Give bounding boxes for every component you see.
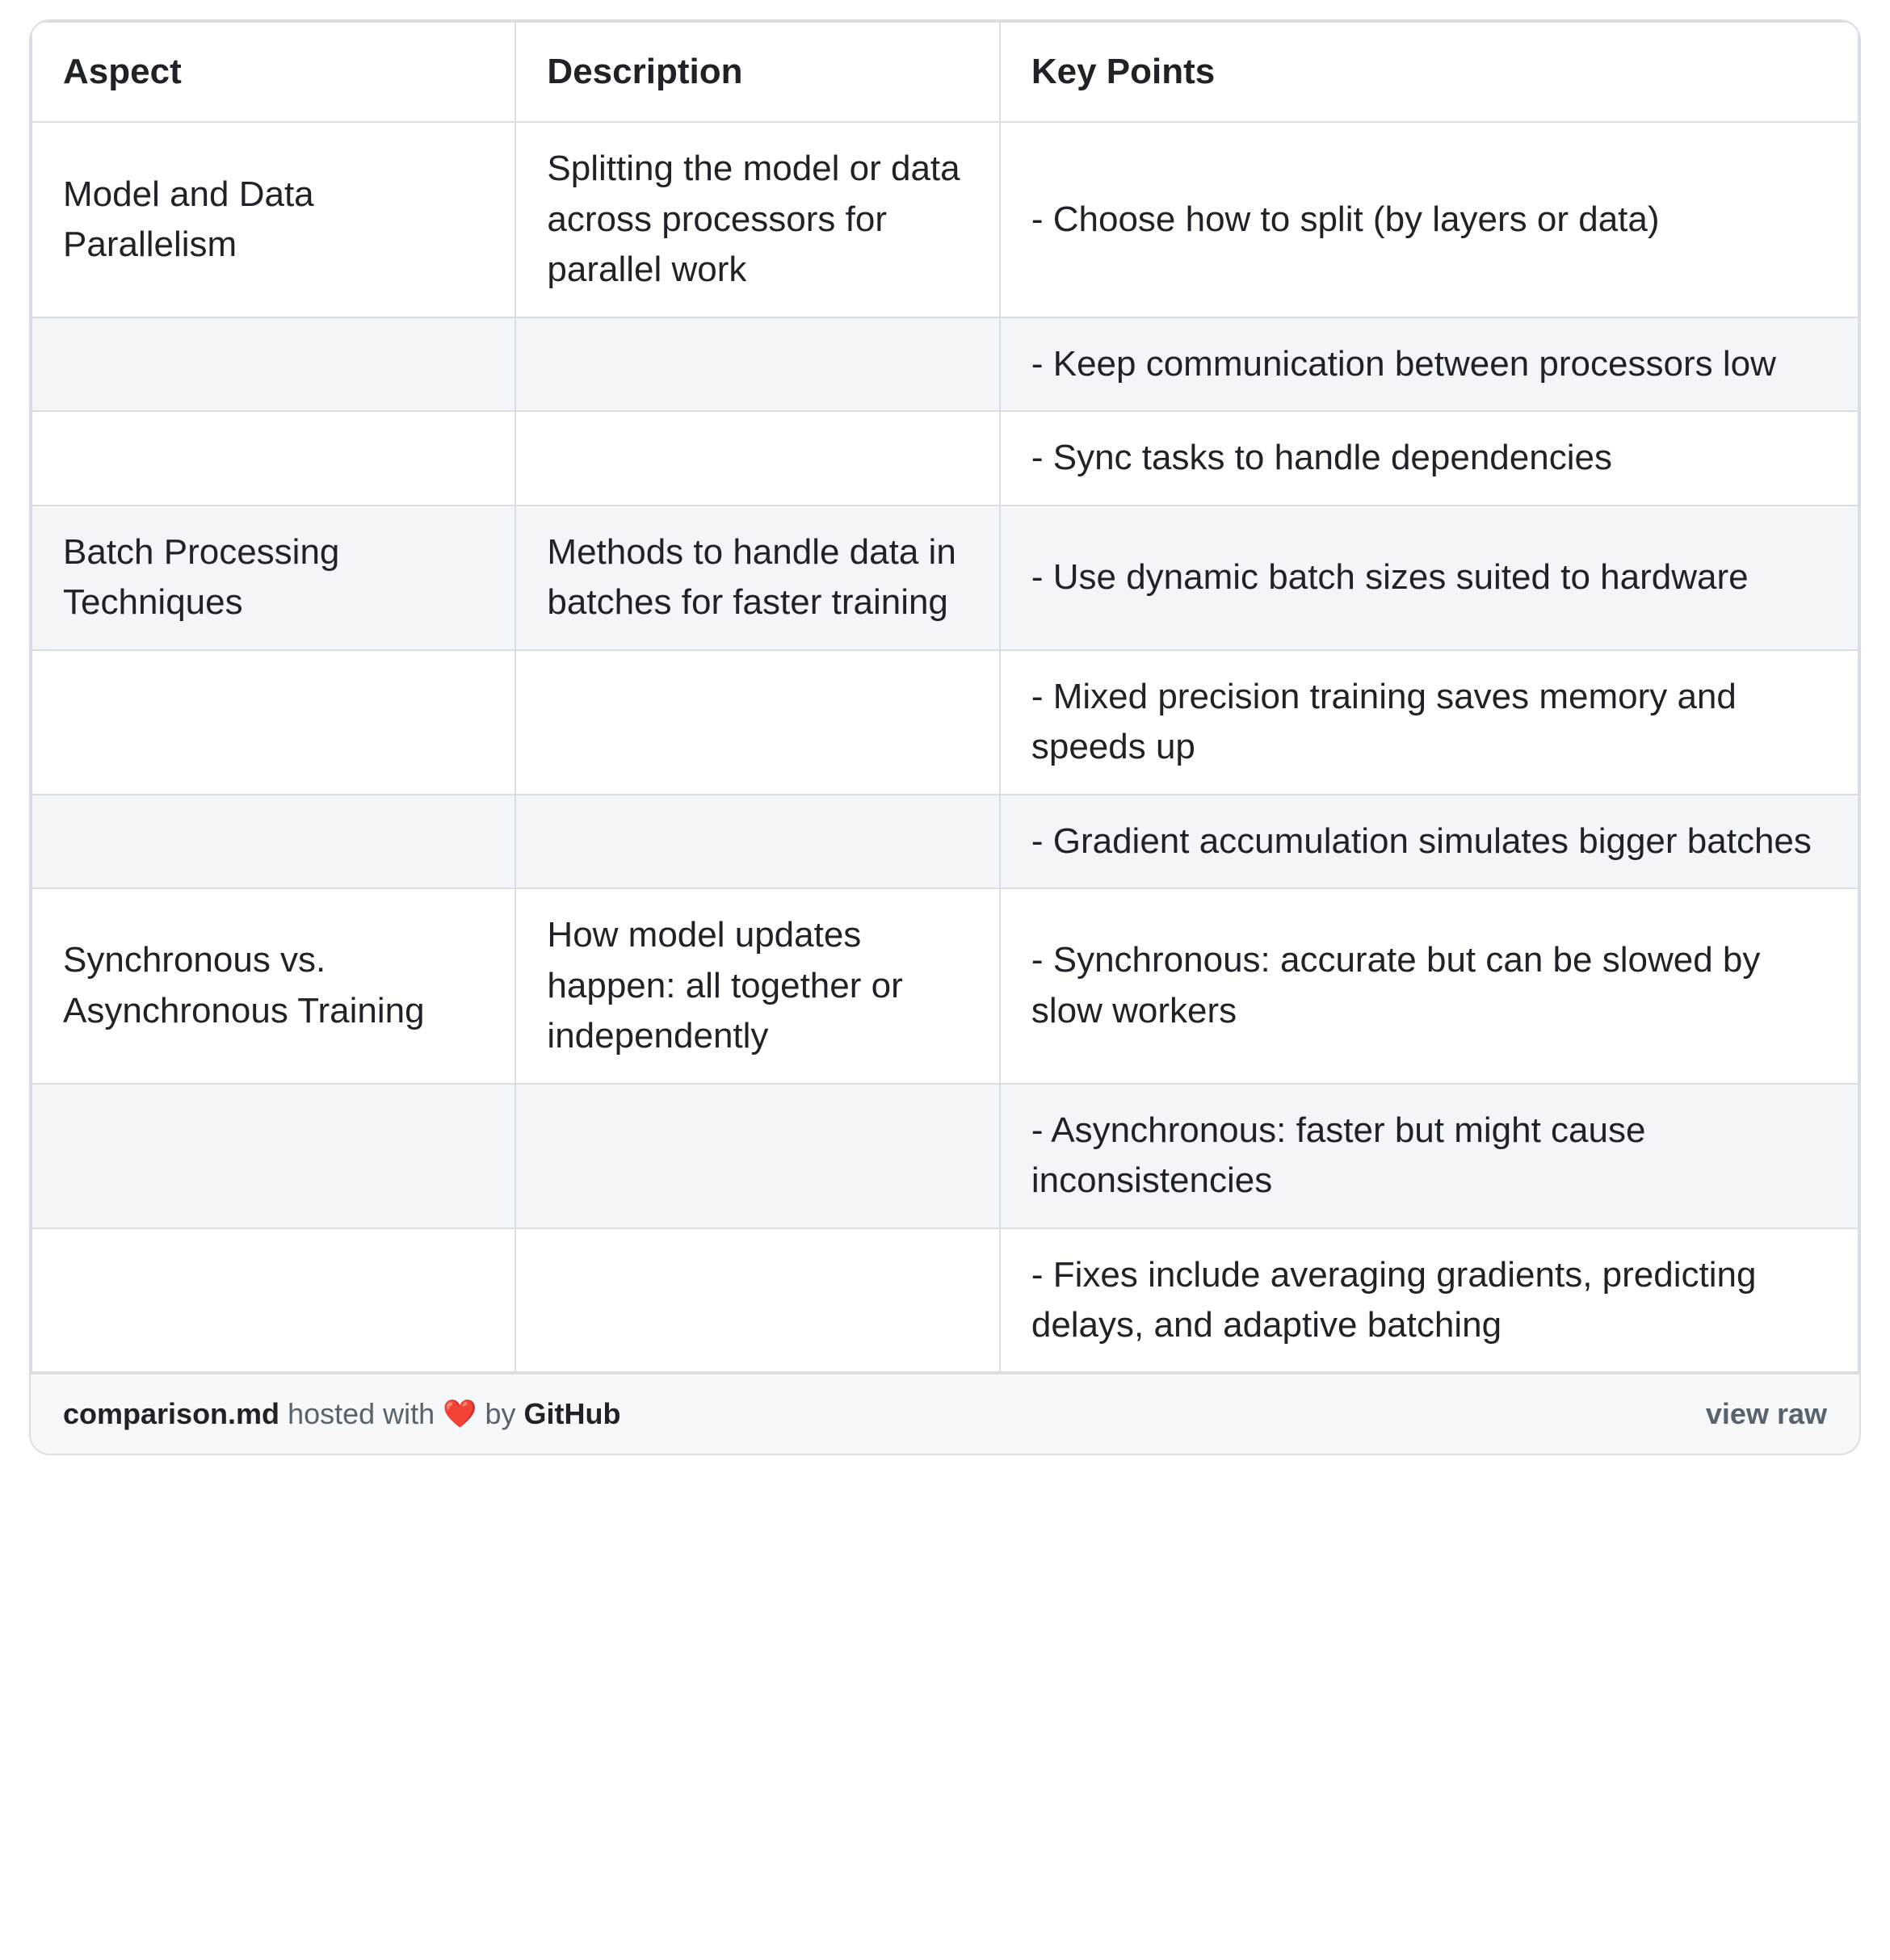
view-raw-link[interactable]: view raw xyxy=(1705,1397,1827,1431)
cell-key-points: - Use dynamic batch sizes suited to hardware xyxy=(1000,506,1858,650)
cell-key-points: - Fixes include averaging gradients, predicting delays, and adaptive batching xyxy=(1000,1228,1858,1373)
table-row xyxy=(32,1084,1858,1228)
table-row xyxy=(32,888,1858,1083)
table-row xyxy=(32,1228,1858,1373)
cell-description xyxy=(515,1228,999,1373)
comparison-table xyxy=(31,21,1859,1373)
column-header-aspect: Aspect xyxy=(32,22,515,122)
table-row xyxy=(32,795,1858,888)
hosted-with-label: hosted with xyxy=(288,1397,435,1431)
github-label[interactable]: GitHub xyxy=(523,1397,621,1431)
table-body xyxy=(32,122,1858,1372)
cell-aspect xyxy=(32,650,515,795)
cell-description xyxy=(515,1084,999,1228)
cell-description xyxy=(515,411,999,505)
gist-filename[interactable]: comparison.md xyxy=(63,1397,280,1431)
cell-aspect xyxy=(32,317,515,411)
cell-key-points: - Keep communication between processors low xyxy=(1000,317,1858,411)
cell-description xyxy=(515,795,999,888)
cell-key-points: - Gradient accumulation simulates bigger batches xyxy=(1000,795,1858,888)
cell-aspect xyxy=(32,1084,515,1228)
table-header-row xyxy=(32,22,1858,122)
table-row xyxy=(32,317,1858,411)
cell-key-points: - Sync tasks to handle dependencies xyxy=(1000,411,1858,505)
cell-description xyxy=(515,650,999,795)
cell-aspect: Batch Processing Techniques xyxy=(32,506,515,650)
column-header-key-points: Key Points xyxy=(1000,22,1858,122)
cell-key-points: - Synchronous: accurate but can be slowed by slow workers xyxy=(1000,888,1858,1083)
cell-aspect: Synchronous vs. Asynchronous Training xyxy=(32,888,515,1083)
cell-key-points: - Mixed precision training saves memory and speeds up xyxy=(1000,650,1858,795)
table-row xyxy=(32,650,1858,795)
cell-description: How model updates happen: all together or independently xyxy=(515,888,999,1083)
cell-key-points: - Asynchronous: faster but might cause inconsistencies xyxy=(1000,1084,1858,1228)
gist-footer xyxy=(31,1373,1859,1454)
cell-aspect: Model and Data Parallelism xyxy=(32,122,515,317)
table-row xyxy=(32,411,1858,505)
cell-key-points: - Choose how to split (by layers or data) xyxy=(1000,122,1858,317)
cell-aspect xyxy=(32,411,515,505)
table-header xyxy=(32,22,1858,122)
cell-description: Methods to handle data in batches for faster training xyxy=(515,506,999,650)
heart-icon: ❤️ xyxy=(443,1399,477,1430)
gist-card xyxy=(29,19,1861,1455)
cell-description: Splitting the model or data across processors for parallel work xyxy=(515,122,999,317)
cell-description xyxy=(515,317,999,411)
by-label: by xyxy=(485,1397,516,1431)
table-row xyxy=(32,506,1858,650)
gist-footer-meta xyxy=(63,1397,621,1431)
column-header-description: Description xyxy=(515,22,999,122)
cell-aspect xyxy=(32,1228,515,1373)
table-row xyxy=(32,122,1858,317)
cell-aspect xyxy=(32,795,515,888)
